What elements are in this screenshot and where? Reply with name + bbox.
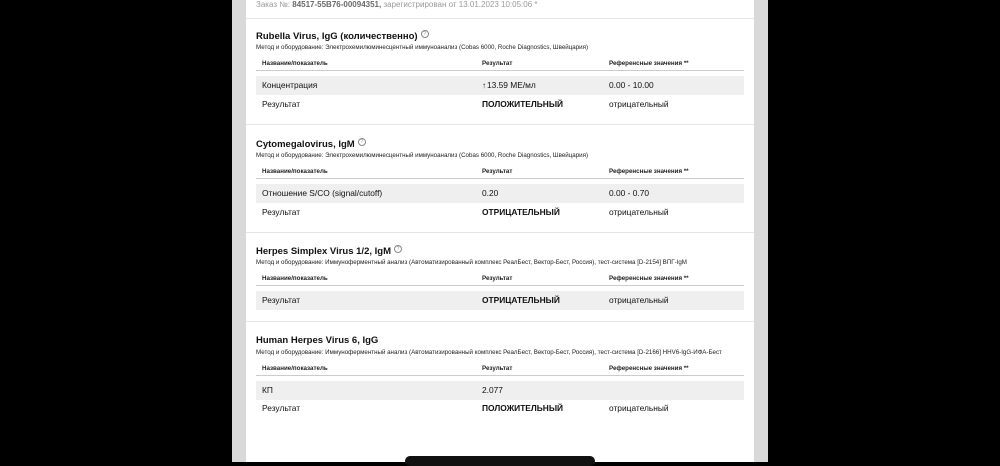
section-title-text: Herpes Simplex Virus 1/2, IgM [256, 246, 391, 257]
table-row [256, 381, 744, 400]
arrow-up-icon: ↑ [482, 81, 486, 90]
col-header-name: Название/показатель [262, 275, 328, 282]
row-reference: отрицательный [609, 99, 669, 109]
method-text: Метод и оборудование: Иммуноферментный анализ (Автоматизированный комплекс РеалБест, Вектор-Бест, Россия), тест-система [D-2166] HHV6-IgG-ИФА-Бест [256, 349, 722, 356]
section-title: Human Herpes Virus 6, IgG [256, 335, 379, 346]
section-title-text: Rubella Virus, IgG (количественно) [256, 31, 418, 42]
row-reference: отрицательный [609, 207, 669, 217]
row-reference: отрицательный [609, 295, 669, 305]
col-header-result: Результат [482, 168, 513, 175]
col-header-reference: Референсные значения ** [609, 168, 689, 175]
col-header-name: Название/показатель [262, 365, 328, 372]
row-name: Результат [262, 295, 301, 305]
col-header-reference: Референсные значения ** [609, 60, 689, 67]
section-title [256, 30, 429, 42]
info-icon[interactable]: ? [421, 30, 429, 38]
method-text: Метод и оборудование: Электрохемилюминесцентный иммуноанализ (Cobas 6000, Roche Diagnostics, Швейцария) [256, 44, 589, 51]
section-title-text: Cytomegalovirus, IgM [256, 139, 355, 150]
table-row [256, 184, 744, 203]
row-result: ПОЛОЖИТЕЛЬНЫЙ [482, 99, 564, 109]
row-name: Отношение S/CO (signal/cutoff) [262, 188, 383, 198]
col-header-result: Результат [482, 365, 513, 372]
info-icon[interactable]: ? [358, 138, 366, 146]
info-icon[interactable]: ? [394, 245, 402, 253]
section-title [256, 245, 402, 257]
method-text: Метод и оборудование: Иммуноферментный анализ (Автоматизированный комплекс РеалБест, Вектор-Бест, Россия), тест-система [D-2154] ВПГ-IgM [256, 259, 687, 266]
section-title [256, 138, 366, 150]
table-row [256, 76, 744, 95]
header-divider [256, 375, 744, 376]
section-divider [246, 124, 754, 125]
order-line [256, 0, 537, 9]
row-result: ОТРИЦАТЕЛЬНЫЙ [482, 295, 560, 305]
lab-report-page [246, 0, 754, 462]
col-header-name: Название/показатель [262, 60, 328, 67]
row-result [482, 76, 536, 95]
row-result-value: 13.59 МЕ/мл [487, 80, 536, 90]
row-name: Результат [262, 99, 301, 109]
col-header-name: Название/показатель [262, 168, 328, 175]
header-divider [256, 285, 744, 286]
col-header-reference: Референсные значения ** [609, 365, 689, 372]
col-header-result: Результат [482, 60, 513, 67]
table-row [256, 203, 744, 222]
section-divider [246, 232, 754, 233]
row-name: КП [262, 385, 273, 395]
method-text: Метод и оборудование: Электрохемилюминесцентный иммуноанализ (Cobas 6000, Roche Diagnostics, Швейцария) [256, 152, 589, 159]
row-result: ОТРИЦАТЕЛЬНЫЙ [482, 207, 560, 217]
row-result: 2.077 [482, 385, 503, 395]
row-name: Концентрация [262, 80, 318, 90]
col-header-reference: Референсные значения ** [609, 275, 689, 282]
section-divider [246, 321, 754, 322]
col-header-result: Результат [482, 275, 513, 282]
row-name: Результат [262, 207, 301, 217]
table-row [256, 95, 744, 114]
right-gutter [754, 0, 768, 462]
row-reference: отрицательный [609, 403, 669, 413]
table-row [256, 291, 744, 310]
divider [246, 18, 754, 19]
order-registered: зарегистрирован от 13.01.2023 10:05:06 * [383, 0, 538, 9]
left-gutter [232, 0, 246, 462]
row-result: 0.20 [482, 188, 499, 198]
row-reference: 0.00 - 0.70 [609, 188, 650, 198]
table-row [256, 399, 744, 418]
row-name: Результат [262, 403, 301, 413]
home-indicator[interactable] [405, 456, 595, 466]
order-number: 84517-55B76-00094351, [292, 0, 382, 9]
row-result: ПОЛОЖИТЕЛЬНЫЙ [482, 403, 564, 413]
order-prefix: Заказ №: [256, 0, 291, 9]
header-divider [256, 178, 744, 179]
row-reference: 0.00 - 10.00 [609, 80, 654, 90]
header-divider [256, 70, 744, 71]
